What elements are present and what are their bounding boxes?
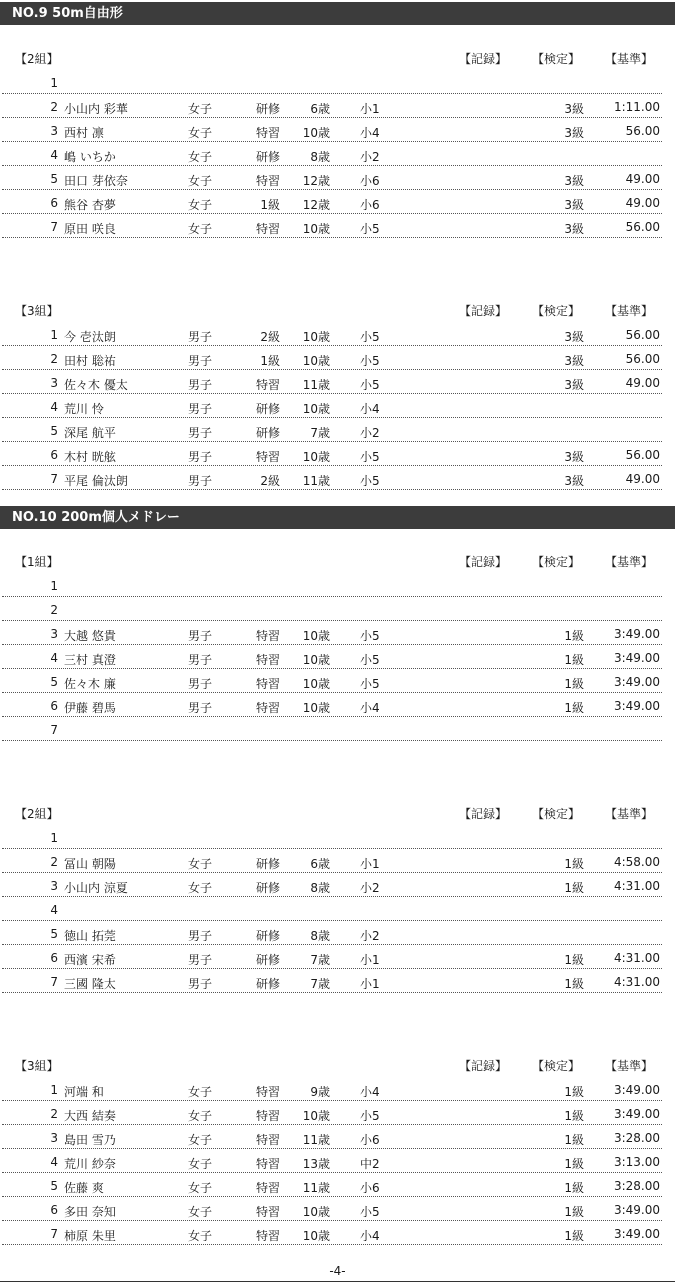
cell-sex: 女子 — [188, 222, 213, 236]
cell-age: 11歳 — [302, 474, 330, 488]
table-row — [2, 1197, 662, 1221]
cell-num: 3 — [50, 1131, 58, 1145]
cell-sex: 男子 — [188, 953, 213, 967]
cell-name: 島田 雪乃 — [64, 1133, 116, 1147]
cell-name: 熊谷 杏夢 — [64, 198, 116, 212]
cell-kentei: 3級 — [564, 450, 584, 464]
table-row — [2, 825, 662, 849]
cell-num: 5 — [50, 424, 58, 438]
cell-name: 田村 聡祐 — [64, 354, 116, 368]
cell-num: 6 — [50, 951, 58, 965]
cell-kentei: 1級 — [564, 953, 584, 967]
cell-num: 1 — [50, 579, 58, 593]
table-row — [2, 370, 662, 394]
cell-sex: 男子 — [188, 378, 213, 392]
cell-name: 西村 凛 — [64, 126, 104, 140]
cell-sex: 男子 — [188, 629, 213, 643]
cell-kijun: 56.00 — [625, 352, 660, 366]
cell-age: 10歳 — [302, 677, 330, 691]
cell-kentei: 1級 — [564, 857, 584, 871]
cell-num: 7 — [50, 220, 58, 234]
table-row — [2, 1101, 662, 1125]
cell-grade: 小6 — [360, 174, 380, 188]
table-row — [2, 1077, 662, 1101]
cell-cls: 特習 — [255, 1085, 280, 1099]
cell-kijun: 4:31.00 — [613, 879, 660, 893]
table-row — [2, 969, 662, 993]
cell-cls: 1級 — [260, 198, 280, 212]
cell-age: 6歳 — [310, 102, 330, 116]
cell-num: 2 — [50, 352, 58, 366]
cell-cls: 特習 — [255, 450, 280, 464]
group-no10-2 — [0, 801, 675, 993]
cell-cls: 特習 — [255, 1157, 280, 1171]
cell-kijun: 3:49.00 — [613, 1107, 660, 1121]
table-row — [2, 1125, 662, 1149]
cell-grade: 小5 — [360, 677, 380, 691]
page-number: -4- — [329, 1264, 346, 1278]
cell-name: 荒川 怜 — [64, 402, 104, 416]
table-row — [2, 849, 662, 873]
cell-grade: 小5 — [360, 1109, 380, 1123]
cell-num: 2 — [50, 855, 58, 869]
cell-kentei: 1級 — [564, 1085, 584, 1099]
table-row — [2, 945, 662, 969]
cell-num: 5 — [50, 675, 58, 689]
table-row — [2, 669, 662, 693]
cell-kijun: 3:49.00 — [613, 1083, 660, 1097]
cell-grade: 小4 — [360, 1229, 380, 1243]
cell-kijun: 56.00 — [625, 448, 660, 462]
cell-kijun: 4:58.00 — [613, 855, 660, 869]
cell-name: 徳山 拓莞 — [64, 929, 116, 943]
cell-name: 三國 隆太 — [64, 977, 116, 991]
cell-sex: 女子 — [188, 150, 213, 164]
cell-name: 大越 悠貴 — [64, 629, 116, 643]
cell-grade: 小5 — [360, 222, 380, 236]
kentei-header: 【検定】 — [532, 52, 581, 66]
cell-name: 田口 芽依奈 — [64, 174, 128, 188]
cell-num: 7 — [50, 975, 58, 989]
cell-num: 3 — [50, 627, 58, 641]
cell-grade: 小6 — [360, 1133, 380, 1147]
cell-age: 10歳 — [302, 1205, 330, 1219]
cell-cls: 特習 — [255, 222, 280, 236]
cell-num: 1 — [50, 1083, 58, 1097]
cell-cls: 研修 — [255, 857, 280, 871]
cell-kentei: 3級 — [564, 354, 584, 368]
cell-kentei: 1級 — [564, 1109, 584, 1123]
table-row — [2, 1149, 662, 1173]
cell-sex: 男子 — [188, 450, 213, 464]
cell-kijun: 1:11.00 — [613, 100, 660, 114]
cell-sex: 男子 — [188, 929, 213, 943]
cell-cls: 特習 — [255, 1109, 280, 1123]
cell-kijun: 49.00 — [625, 172, 660, 186]
event-header-no9: NO.9 50m自由形 — [0, 2, 675, 25]
footer-line — [0, 1281, 675, 1282]
cell-kijun: 4:31.00 — [613, 951, 660, 965]
cell-num: 3 — [50, 376, 58, 390]
cell-cls: 特習 — [255, 1181, 280, 1195]
cell-age: 10歳 — [302, 354, 330, 368]
cell-name: 河端 和 — [64, 1085, 104, 1099]
cell-cls: 特習 — [255, 677, 280, 691]
cell-age: 8歳 — [310, 929, 330, 943]
cell-kentei: 3級 — [564, 174, 584, 188]
cell-num: 4 — [50, 148, 58, 162]
table-row — [2, 418, 662, 442]
cell-kijun: 3:49.00 — [613, 699, 660, 713]
cell-name: 佐藤 爽 — [64, 1181, 104, 1195]
cell-name: 平尾 倫汰朗 — [64, 474, 128, 488]
cell-age: 9歳 — [310, 1085, 330, 1099]
cell-kijun: 3:13.00 — [613, 1155, 660, 1169]
cell-kentei: 1級 — [564, 1181, 584, 1195]
cell-sex: 女子 — [188, 881, 213, 895]
cell-cls: 2級 — [260, 474, 280, 488]
cell-sex: 男子 — [188, 677, 213, 691]
cell-kijun: 3:49.00 — [613, 1227, 660, 1241]
table-row — [2, 322, 662, 346]
cell-kentei: 3級 — [564, 222, 584, 236]
group-label: 【1組】 — [15, 555, 59, 569]
cell-sex: 男子 — [188, 701, 213, 715]
cell-kijun: 56.00 — [625, 220, 660, 234]
cell-num: 3 — [50, 879, 58, 893]
group-label: 【3組】 — [15, 1059, 59, 1073]
cell-grade: 小2 — [360, 881, 380, 895]
cell-cls: 特習 — [255, 1205, 280, 1219]
cell-grade: 小4 — [360, 126, 380, 140]
cell-grade: 小4 — [360, 1085, 380, 1099]
record-header: 【記録】 — [459, 555, 508, 569]
cell-num: 6 — [50, 196, 58, 210]
cell-grade: 小6 — [360, 1181, 380, 1195]
cell-sex: 男子 — [188, 402, 213, 416]
cell-sex: 女子 — [188, 1229, 213, 1243]
cell-sex: 女子 — [188, 1133, 213, 1147]
cell-cls: 特習 — [255, 1229, 280, 1243]
table-row — [2, 118, 662, 142]
cell-kentei: 1級 — [564, 653, 584, 667]
cell-kentei: 3級 — [564, 126, 584, 140]
cell-kijun: 4:31.00 — [613, 975, 660, 989]
cell-grade: 小1 — [360, 857, 380, 871]
cell-sex: 女子 — [188, 1157, 213, 1171]
kijun-header: 【基準】 — [605, 304, 654, 318]
cell-kentei: 3級 — [564, 330, 584, 344]
cell-age: 13歳 — [302, 1157, 330, 1171]
cell-grade: 小5 — [360, 1205, 380, 1219]
cell-cls: 特習 — [255, 126, 280, 140]
table-row — [2, 394, 662, 418]
cell-num: 2 — [50, 603, 58, 617]
cell-cls: 特習 — [255, 653, 280, 667]
cell-age: 10歳 — [302, 450, 330, 464]
group-header — [0, 298, 675, 322]
kijun-header: 【基準】 — [605, 52, 654, 66]
group-header — [0, 1053, 675, 1077]
group-header — [0, 549, 675, 573]
cell-sex: 女子 — [188, 1109, 213, 1123]
cell-name: 今 壱汰朗 — [64, 330, 116, 344]
cell-grade: 小4 — [360, 402, 380, 416]
cell-age: 7歳 — [310, 977, 330, 991]
cell-sex: 男子 — [188, 977, 213, 991]
cell-num: 2 — [50, 1107, 58, 1121]
cell-grade: 小1 — [360, 977, 380, 991]
cell-kijun: 3:28.00 — [613, 1131, 660, 1145]
cell-sex: 女子 — [188, 174, 213, 188]
table-row — [2, 897, 662, 921]
cell-name: 佐々木 優太 — [64, 378, 128, 392]
cell-num: 5 — [50, 1179, 58, 1193]
cell-age: 8歳 — [310, 150, 330, 164]
cell-kentei: 3級 — [564, 474, 584, 488]
record-header: 【記録】 — [459, 52, 508, 66]
table-row — [2, 94, 662, 118]
group-label: 【2組】 — [15, 52, 59, 66]
group-header — [0, 46, 675, 70]
cell-age: 10歳 — [302, 1109, 330, 1123]
table-row — [2, 645, 662, 669]
cell-cls: 研修 — [255, 102, 280, 116]
cell-grade: 小5 — [360, 474, 380, 488]
cell-sex: 男子 — [188, 653, 213, 667]
cell-num: 4 — [50, 651, 58, 665]
cell-kentei: 1級 — [564, 629, 584, 643]
cell-name: 伊藤 碧馬 — [64, 701, 116, 715]
table-row — [2, 1221, 662, 1245]
cell-kentei: 1級 — [564, 1229, 584, 1243]
cell-num: 6 — [50, 1203, 58, 1217]
table-row — [2, 921, 662, 945]
cell-kentei: 3級 — [564, 378, 584, 392]
cell-num: 4 — [50, 903, 58, 917]
cell-grade: 小5 — [360, 653, 380, 667]
group-no10-1 — [0, 549, 675, 741]
table-row — [2, 190, 662, 214]
cell-age: 10歳 — [302, 629, 330, 643]
table-row — [2, 142, 662, 166]
cell-name: 荒川 紗奈 — [64, 1157, 116, 1171]
cell-age: 10歳 — [302, 330, 330, 344]
cell-kijun: 3:49.00 — [613, 627, 660, 641]
table-row — [2, 70, 662, 94]
cell-num: 1 — [50, 831, 58, 845]
cell-kijun: 49.00 — [625, 376, 660, 390]
table-row — [2, 346, 662, 370]
table-row — [2, 873, 662, 897]
table-row — [2, 214, 662, 238]
table-row — [2, 1173, 662, 1197]
cell-age: 11歳 — [302, 378, 330, 392]
cell-grade: 小2 — [360, 150, 380, 164]
table-row — [2, 466, 662, 490]
cell-num: 4 — [50, 1155, 58, 1169]
cell-age: 12歳 — [302, 198, 330, 212]
cell-num: 4 — [50, 400, 58, 414]
cell-name: 大西 結奏 — [64, 1109, 116, 1123]
cell-sex: 男子 — [188, 354, 213, 368]
cell-name: 冨山 朝陽 — [64, 857, 116, 871]
group-no9-2 — [0, 46, 675, 238]
cell-num: 6 — [50, 448, 58, 462]
cell-num: 1 — [50, 76, 58, 90]
cell-grade: 小5 — [360, 330, 380, 344]
kijun-header: 【基準】 — [605, 555, 654, 569]
cell-age: 10歳 — [302, 222, 330, 236]
cell-age: 10歳 — [302, 701, 330, 715]
kentei-header: 【検定】 — [532, 807, 581, 821]
cell-sex: 女子 — [188, 1181, 213, 1195]
cell-kijun: 3:49.00 — [613, 675, 660, 689]
group-label: 【2組】 — [15, 807, 59, 821]
cell-cls: 研修 — [255, 929, 280, 943]
kentei-header: 【検定】 — [532, 555, 581, 569]
kentei-header: 【検定】 — [532, 304, 581, 318]
cell-cls: 特習 — [255, 378, 280, 392]
cell-kentei: 3級 — [564, 198, 584, 212]
cell-name: 小山内 彩華 — [64, 102, 128, 116]
cell-grade: 小4 — [360, 701, 380, 715]
cell-kijun: 3:28.00 — [613, 1179, 660, 1193]
cell-cls: 2級 — [260, 330, 280, 344]
cell-age: 11歳 — [302, 1181, 330, 1195]
cell-name: 原田 咲良 — [64, 222, 116, 236]
kentei-header: 【検定】 — [532, 1059, 581, 1073]
kijun-header: 【基準】 — [605, 807, 654, 821]
group-header — [0, 801, 675, 825]
cell-grade: 小5 — [360, 629, 380, 643]
cell-age: 11歳 — [302, 1133, 330, 1147]
cell-num: 2 — [50, 100, 58, 114]
table-row — [2, 442, 662, 466]
cell-grade: 小5 — [360, 450, 380, 464]
cell-sex: 女子 — [188, 126, 213, 140]
cell-age: 10歳 — [302, 653, 330, 667]
kijun-header: 【基準】 — [605, 1059, 654, 1073]
table-row — [2, 166, 662, 190]
cell-kentei: 1級 — [564, 1157, 584, 1171]
cell-age: 7歳 — [310, 426, 330, 440]
cell-num: 5 — [50, 927, 58, 941]
cell-grade: 中2 — [360, 1157, 380, 1171]
cell-kentei: 1級 — [564, 1205, 584, 1219]
cell-name: 三村 真澄 — [64, 653, 116, 667]
cell-name: 柿原 朱里 — [64, 1229, 116, 1243]
cell-kijun: 3:49.00 — [613, 1203, 660, 1217]
cell-grade: 小1 — [360, 102, 380, 116]
cell-grade: 小2 — [360, 929, 380, 943]
table-row — [2, 573, 662, 597]
cell-kentei: 1級 — [564, 1133, 584, 1147]
cell-age: 6歳 — [310, 857, 330, 871]
cell-sex: 女子 — [188, 857, 213, 871]
table-row — [2, 621, 662, 645]
cell-cls: 1級 — [260, 354, 280, 368]
cell-sex: 女子 — [188, 102, 213, 116]
cell-sex: 女子 — [188, 1205, 213, 1219]
cell-num: 7 — [50, 723, 58, 737]
cell-kijun: 3:49.00 — [613, 651, 660, 665]
cell-name: 嶋 いちか — [64, 150, 116, 164]
cell-grade: 小6 — [360, 198, 380, 212]
cell-grade: 小2 — [360, 426, 380, 440]
cell-kentei: 1級 — [564, 677, 584, 691]
cell-sex: 男子 — [188, 474, 213, 488]
cell-grade: 小5 — [360, 354, 380, 368]
event-header-no10: NO.10 200m個人メドレー — [0, 506, 675, 529]
cell-num: 7 — [50, 1227, 58, 1241]
cell-cls: 研修 — [255, 150, 280, 164]
record-header: 【記録】 — [459, 807, 508, 821]
cell-name: 多田 奈知 — [64, 1205, 116, 1219]
cell-kentei: 1級 — [564, 881, 584, 895]
cell-name: 西濱 宋希 — [64, 953, 116, 967]
record-header: 【記録】 — [459, 1059, 508, 1073]
cell-cls: 特習 — [255, 174, 280, 188]
cell-kentei: 1級 — [564, 977, 584, 991]
table-row — [2, 597, 662, 621]
cell-num: 5 — [50, 172, 58, 186]
cell-cls: 研修 — [255, 426, 280, 440]
cell-cls: 特習 — [255, 629, 280, 643]
cell-cls: 特習 — [255, 701, 280, 715]
cell-kijun: 56.00 — [625, 328, 660, 342]
cell-age: 10歳 — [302, 1229, 330, 1243]
cell-sex: 男子 — [188, 426, 213, 440]
cell-name: 佐々木 廉 — [64, 677, 116, 691]
cell-kijun: 49.00 — [625, 196, 660, 210]
cell-sex: 女子 — [188, 198, 213, 212]
cell-num: 1 — [50, 328, 58, 342]
cell-cls: 研修 — [255, 881, 280, 895]
cell-name: 木村 晄舷 — [64, 450, 116, 464]
group-no10-3 — [0, 1053, 675, 1245]
cell-grade: 小1 — [360, 953, 380, 967]
cell-kijun: 49.00 — [625, 472, 660, 486]
cell-age: 10歳 — [302, 402, 330, 416]
record-header: 【記録】 — [459, 304, 508, 318]
cell-sex: 女子 — [188, 1085, 213, 1099]
cell-cls: 研修 — [255, 953, 280, 967]
cell-kentei: 3級 — [564, 102, 584, 116]
cell-cls: 研修 — [255, 977, 280, 991]
cell-kentei: 1級 — [564, 701, 584, 715]
group-label: 【3組】 — [15, 304, 59, 318]
cell-cls: 特習 — [255, 1133, 280, 1147]
table-row — [2, 693, 662, 717]
cell-sex: 男子 — [188, 330, 213, 344]
cell-age: 12歳 — [302, 174, 330, 188]
cell-kijun: 56.00 — [625, 124, 660, 138]
cell-name: 小山内 涼夏 — [64, 881, 128, 895]
cell-age: 8歳 — [310, 881, 330, 895]
cell-name: 深尾 航平 — [64, 426, 116, 440]
group-no9-3 — [0, 298, 675, 490]
cell-num: 7 — [50, 472, 58, 486]
cell-num: 6 — [50, 699, 58, 713]
cell-cls: 研修 — [255, 402, 280, 416]
table-row — [2, 717, 662, 741]
cell-age: 7歳 — [310, 953, 330, 967]
cell-age: 10歳 — [302, 126, 330, 140]
cell-num: 3 — [50, 124, 58, 138]
cell-grade: 小5 — [360, 378, 380, 392]
